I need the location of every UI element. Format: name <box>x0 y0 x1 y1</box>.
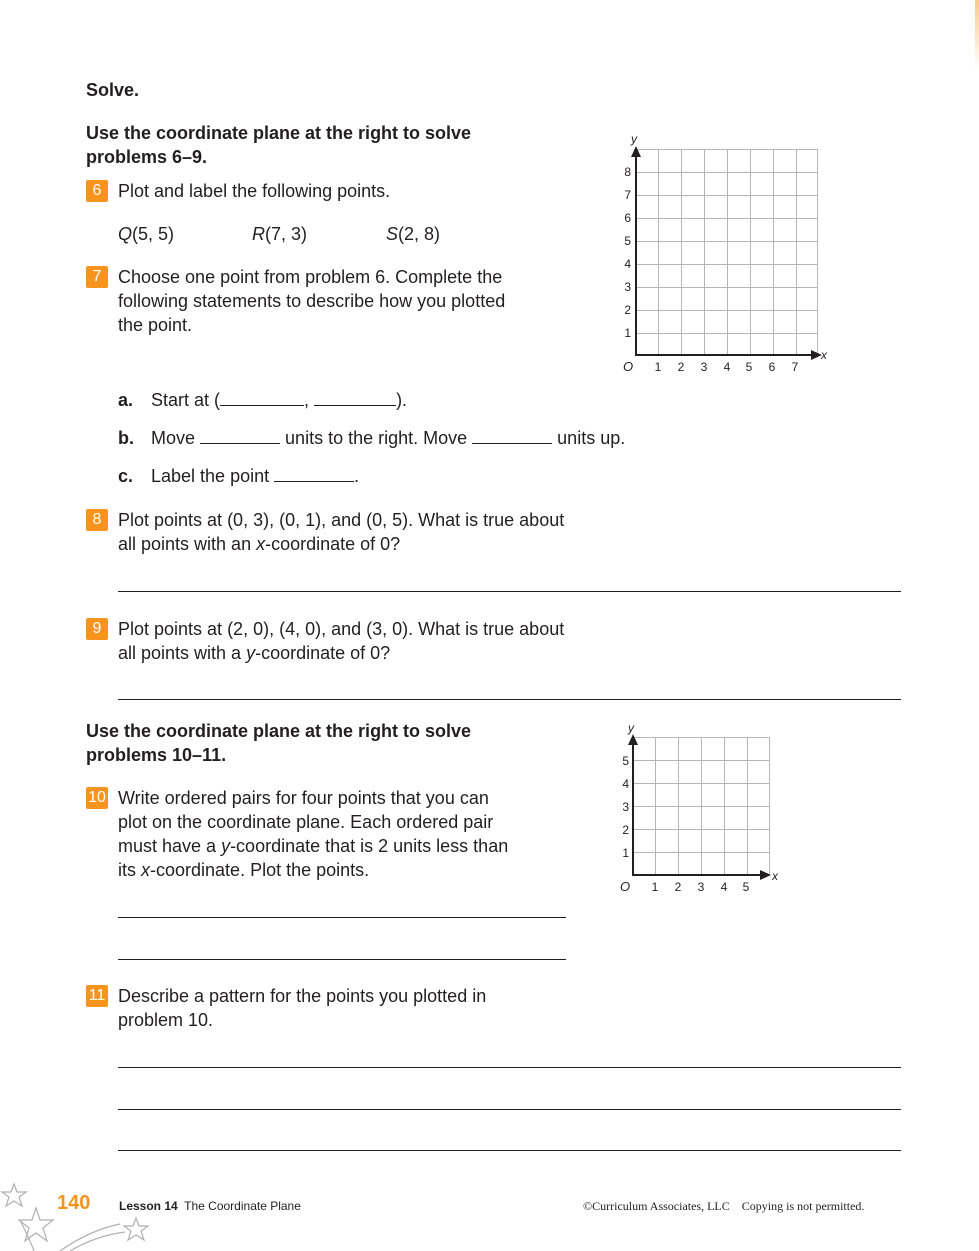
plane-2-y-arrow-icon <box>628 734 638 745</box>
plane-1-x-tick: 1 <box>654 360 662 374</box>
plane-1-x-tick: 3 <box>700 360 708 374</box>
problem-7c-pre: Label the point <box>151 466 270 486</box>
footer-copyright-owner: ©Curriculum Associates, LLC <box>583 1199 730 1213</box>
plane-1-x-label: x <box>821 348 827 362</box>
problem-8-line2-pre: all points with an <box>118 534 257 554</box>
plane-1-x-tick: 7 <box>791 360 799 374</box>
plane-1-axes <box>635 154 815 356</box>
plane-2-y-tick: 5 <box>622 754 629 768</box>
plane-2-y-tick: 1 <box>622 846 629 860</box>
problem-7a-pre: Start at ( <box>151 390 221 410</box>
plane-2-y-tick: 4 <box>622 777 629 791</box>
plane-2-x-tick: 3 <box>697 880 705 894</box>
plane-2-y-tick: 2 <box>622 823 629 837</box>
point-q-coords: (5, 5) <box>132 224 175 244</box>
plane-1-x-ticks <box>655 360 799 374</box>
plane-1-y-arrow-icon <box>631 146 641 157</box>
problem-7b-mid: units to the right. Move <box>285 428 468 448</box>
problem-7a-mid: , <box>304 390 310 410</box>
section2-instruction <box>86 719 471 767</box>
problem-7c <box>118 464 359 488</box>
point-s <box>386 222 440 246</box>
point-s-label: S <box>386 224 399 244</box>
problem-8-number: 8 <box>86 509 108 531</box>
problem-7b-blank-up[interactable] <box>472 427 552 444</box>
problem-8-line2 <box>118 532 564 556</box>
problem-7b <box>118 426 625 450</box>
problem-8-line2-post: -coordinate of 0? <box>265 534 401 554</box>
plane-1-origin-label: O <box>623 359 634 374</box>
section1-line1: Use the coordinate plane at the right to solve <box>86 123 472 143</box>
problem-7a <box>118 388 407 412</box>
problem-10-line3 <box>118 834 508 858</box>
plane-1-x-tick: 6 <box>768 360 776 374</box>
plane-1-y-tick: 3 <box>624 280 631 294</box>
problem-7-text <box>118 265 505 337</box>
point-s-coords: (2, 8) <box>398 224 441 244</box>
point-q <box>118 222 174 246</box>
problem-7c-post: . <box>354 466 360 486</box>
plane-2-x-label: x <box>772 869 778 883</box>
footer-copyright <box>583 1199 864 1214</box>
plane-2-grid <box>633 737 770 876</box>
plane-1-y-label: y <box>631 132 637 146</box>
coordinate-plane-2[interactable] <box>600 718 790 898</box>
problem-9-line2-post: -coordinate of 0? <box>255 643 391 663</box>
point-r-label: R <box>252 224 265 244</box>
problem-7-line2: following statements to describe how you plotted <box>118 291 506 311</box>
problem-7a-blank-x[interactable] <box>220 389 304 406</box>
section2-line2: problems 10–11. <box>86 745 227 765</box>
problem-11-line1: Describe a pattern for the points you plotted in <box>118 986 487 1006</box>
footer-lesson-title: The Coordinate Plane <box>184 1199 301 1213</box>
problem-11-line2: problem 10. <box>118 1010 214 1030</box>
page-number: 140 <box>57 1192 91 1214</box>
stars-decoration-icon <box>0 1180 160 1251</box>
point-r-coords: (7, 3) <box>265 224 308 244</box>
problem-7b-post: units up. <box>557 428 626 448</box>
footer-lesson-number: Lesson 14 <box>119 1199 178 1213</box>
problem-7a-blank-y[interactable] <box>314 389 396 406</box>
plane-1-y-tick: 6 <box>624 211 631 225</box>
plane-1-x-tick: 2 <box>677 360 685 374</box>
problem-11-text <box>118 984 486 1032</box>
problem-10-line3-pre: must have a <box>118 836 222 856</box>
problem-10-line1: Write ordered pairs for four points that you can <box>118 788 489 808</box>
problem-7c-blank-label[interactable] <box>274 465 354 482</box>
problem-7b-pre: Move <box>151 428 196 448</box>
problem-10-line4 <box>118 858 508 882</box>
plane-2-x-tick: 4 <box>720 880 728 894</box>
problem-8-answer-line[interactable] <box>118 591 901 592</box>
problem-10-line2: plot on the coordinate plane. Each ordered pair <box>118 812 494 832</box>
page-edge-tab <box>975 0 979 70</box>
problem-10-line3-post: -coordinate that is 2 units less than <box>230 836 509 856</box>
problem-6-text: Plot and label the following points. <box>118 181 391 201</box>
plane-2-x-tick: 1 <box>651 880 659 894</box>
coordinate-plane-1[interactable] <box>600 128 840 378</box>
problem-9-number: 9 <box>86 618 108 640</box>
plane-1-x-tick: 5 <box>745 360 753 374</box>
problem-9-line2-pre: all points with a <box>118 643 247 663</box>
problem-10-variable-x: x <box>141 860 151 880</box>
plane-2-origin-label: O <box>620 879 631 894</box>
problem-7b-blank-right[interactable] <box>200 427 280 444</box>
page-heading: Solve. <box>86 80 140 100</box>
problem-11-answer-line-2[interactable] <box>118 1109 901 1110</box>
problem-11-number: 11 <box>86 985 108 1007</box>
problem-10-text <box>118 786 508 882</box>
problem-8-variable: x <box>256 534 266 554</box>
problem-10-number: 10 <box>86 787 108 809</box>
problem-10-answer-line-2[interactable] <box>118 959 566 960</box>
problem-11-answer-line-3[interactable] <box>118 1150 901 1151</box>
plane-2-y-ticks <box>622 754 629 860</box>
plane-1-y-tick: 8 <box>624 165 631 179</box>
point-q-label: Q <box>118 224 133 244</box>
problem-10-line4-pre: its <box>118 860 142 880</box>
plane-2-y-tick: 3 <box>622 800 629 814</box>
plane-2-x-tick: 2 <box>674 880 682 894</box>
problem-9-answer-line[interactable] <box>118 699 901 700</box>
problem-9-line1: Plot points at (2, 0), (4, 0), and (3, 0). What is true about <box>118 619 565 639</box>
problem-7a-letter: a. <box>118 390 134 410</box>
problem-8-line1: Plot points at (0, 3), (0, 1), and (0, 5). What is true about <box>118 510 565 530</box>
problem-8-text <box>118 508 564 556</box>
problem-7-number: 7 <box>86 266 108 288</box>
plane-1-x-tick: 4 <box>723 360 731 374</box>
problem-7c-letter: c. <box>118 466 134 486</box>
section2-line1: Use the coordinate plane at the right to solve <box>86 721 472 741</box>
problem-11-answer-line-1[interactable] <box>118 1067 901 1068</box>
problem-7a-post: ). <box>396 390 408 410</box>
problem-10-answer-line-1[interactable] <box>118 917 566 918</box>
section1-instruction <box>86 121 471 169</box>
plane-1-y-tick: 1 <box>624 326 631 340</box>
problem-10-variable-y: y <box>221 836 231 856</box>
plane-1-y-tick: 4 <box>624 257 631 271</box>
plane-2-y-label: y <box>628 721 634 735</box>
problem-6-number: 6 <box>86 180 108 202</box>
section1-line2: problems 6–9. <box>86 147 208 167</box>
plane-1-y-tick: 7 <box>624 188 631 202</box>
point-r <box>252 222 307 246</box>
plane-1-y-tick: 2 <box>624 303 631 317</box>
plane-2-axes <box>632 742 764 876</box>
plane-1-grid <box>636 149 818 356</box>
problem-7-line3: the point. <box>118 315 193 335</box>
plane-1-y-ticks <box>624 165 631 340</box>
problem-7b-letter: b. <box>118 428 134 448</box>
problem-9-variable: y <box>246 643 256 663</box>
problem-9-text <box>118 617 564 665</box>
plane-1-y-tick: 5 <box>624 234 631 248</box>
plane-2-x-ticks <box>652 880 750 894</box>
problem-10-line4-post: -coordinate. Plot the points. <box>150 860 370 880</box>
problem-9-line2 <box>118 641 564 665</box>
footer-lesson <box>119 1199 301 1213</box>
footer-copyright-notice: Copying is not permitted. <box>741 1199 865 1213</box>
plane-2-x-tick: 5 <box>742 880 750 894</box>
problem-7-line1: Choose one point from problem 6. Complete the <box>118 267 503 287</box>
